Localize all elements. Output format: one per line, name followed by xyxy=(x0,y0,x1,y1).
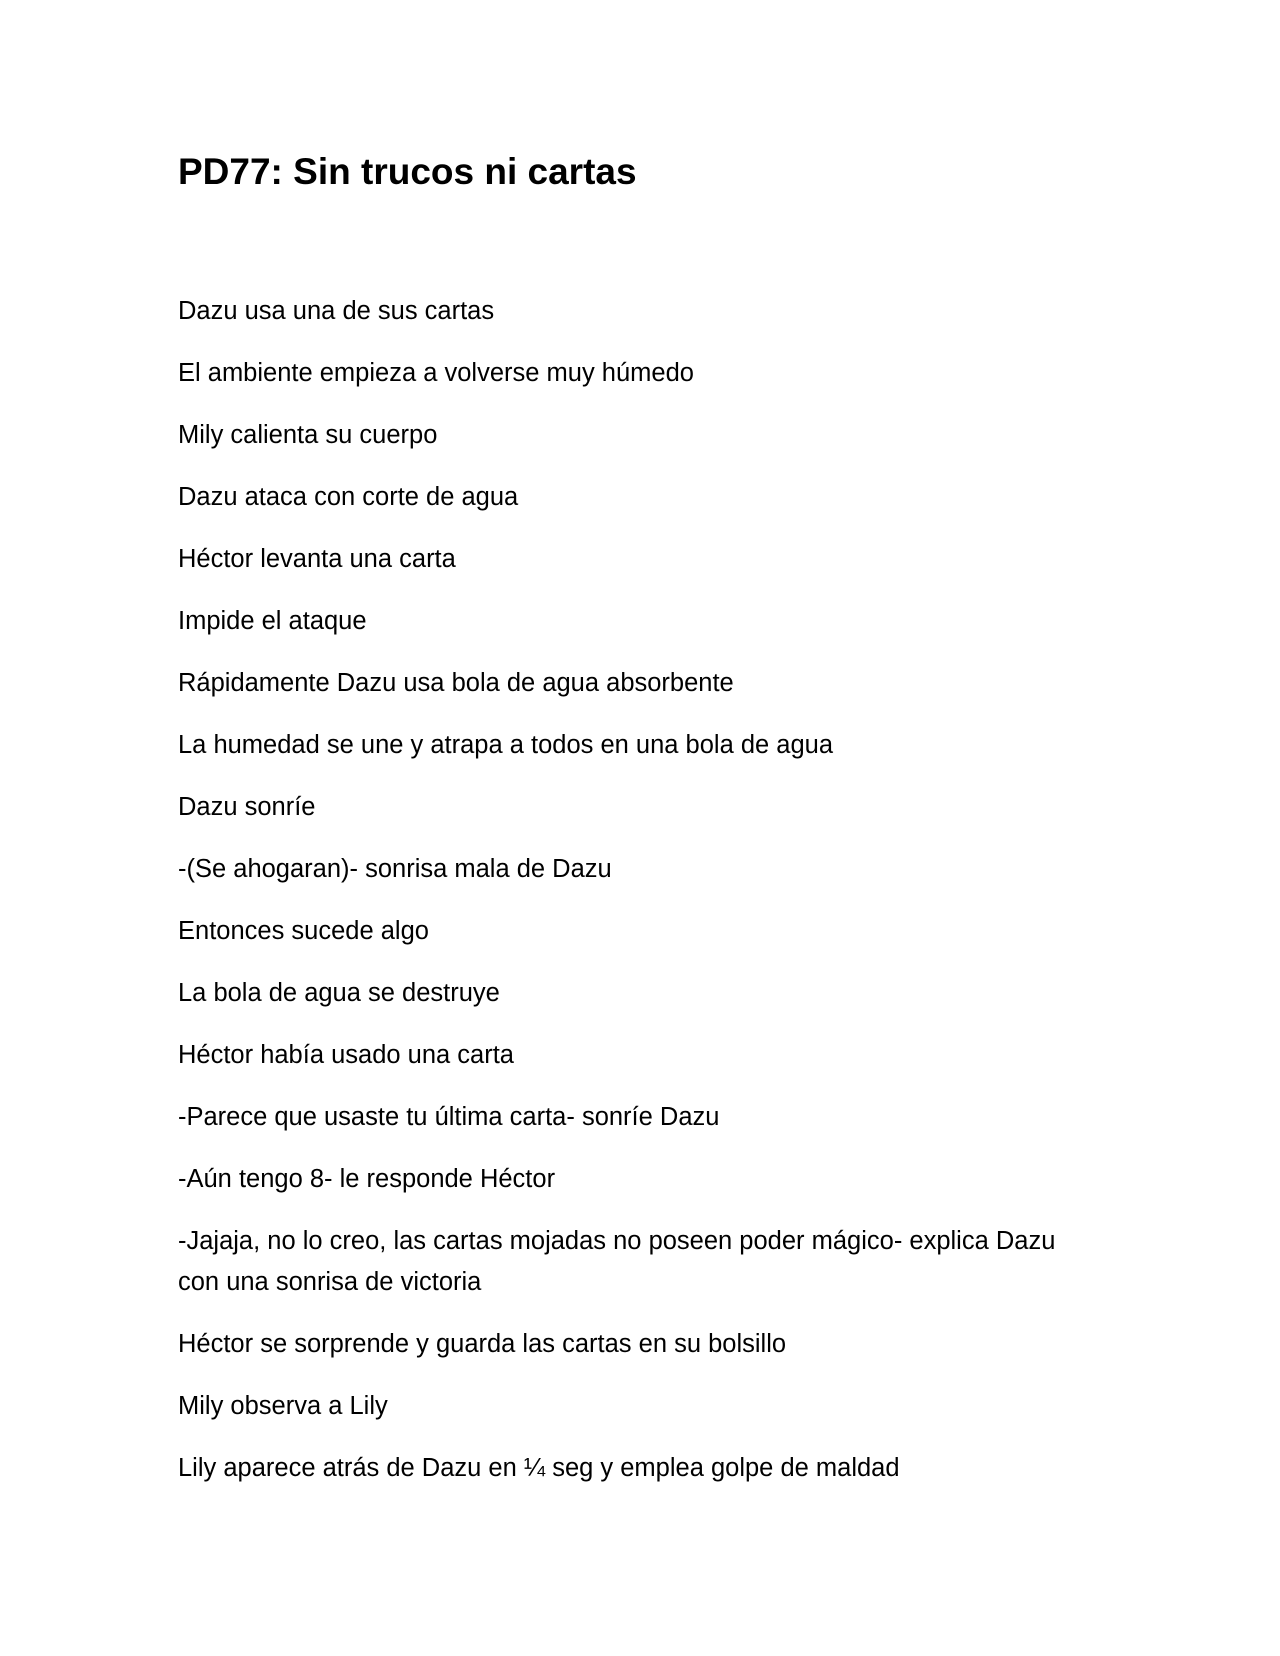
paragraph: Rápidamente Dazu usa bola de agua absorbente xyxy=(178,669,734,697)
paragraph: Dazu usa una de sus cartas xyxy=(178,297,495,325)
paragraph: -Jajaja, no lo creo, las cartas mojadas no poseen poder mágico- explica Dazu con una sonrisa de victoria xyxy=(178,1227,1056,1296)
paragraph: La humedad se une y atrapa a todos en una bola de agua xyxy=(178,731,834,759)
paragraph: Héctor había usado una carta xyxy=(178,1041,514,1069)
paragraph: Héctor levanta una carta xyxy=(178,545,456,573)
document-body xyxy=(178,291,1098,1510)
paragraph: Impide el ataque xyxy=(178,607,367,635)
paragraph: Mily observa a Lily xyxy=(178,1392,388,1420)
paragraph: Héctor se sorprende y guarda las cartas en su bolsillo xyxy=(178,1330,787,1358)
paragraph: Mily calienta su cuerpo xyxy=(178,421,438,449)
paragraph: Dazu sonríe xyxy=(178,793,316,821)
paragraph: Entonces sucede algo xyxy=(178,917,429,945)
paragraph: -Parece que usaste tu última carta- sonríe Dazu xyxy=(178,1103,720,1131)
paragraph: -(Se ahogaran)- sonrisa mala de Dazu xyxy=(178,855,612,883)
paragraph: El ambiente empieza a volverse muy húmedo xyxy=(178,359,694,387)
paragraph: -Aún tengo 8- le responde Héctor xyxy=(178,1165,556,1193)
paragraph: Lily aparece atrás de Dazu en ¼ seg y emplea golpe de maldad xyxy=(178,1454,900,1482)
document-title: PD77: Sin trucos ni cartas xyxy=(178,151,637,192)
paragraph: La bola de agua se destruye xyxy=(178,979,500,1007)
paragraph: Dazu ataca con corte de agua xyxy=(178,483,519,511)
